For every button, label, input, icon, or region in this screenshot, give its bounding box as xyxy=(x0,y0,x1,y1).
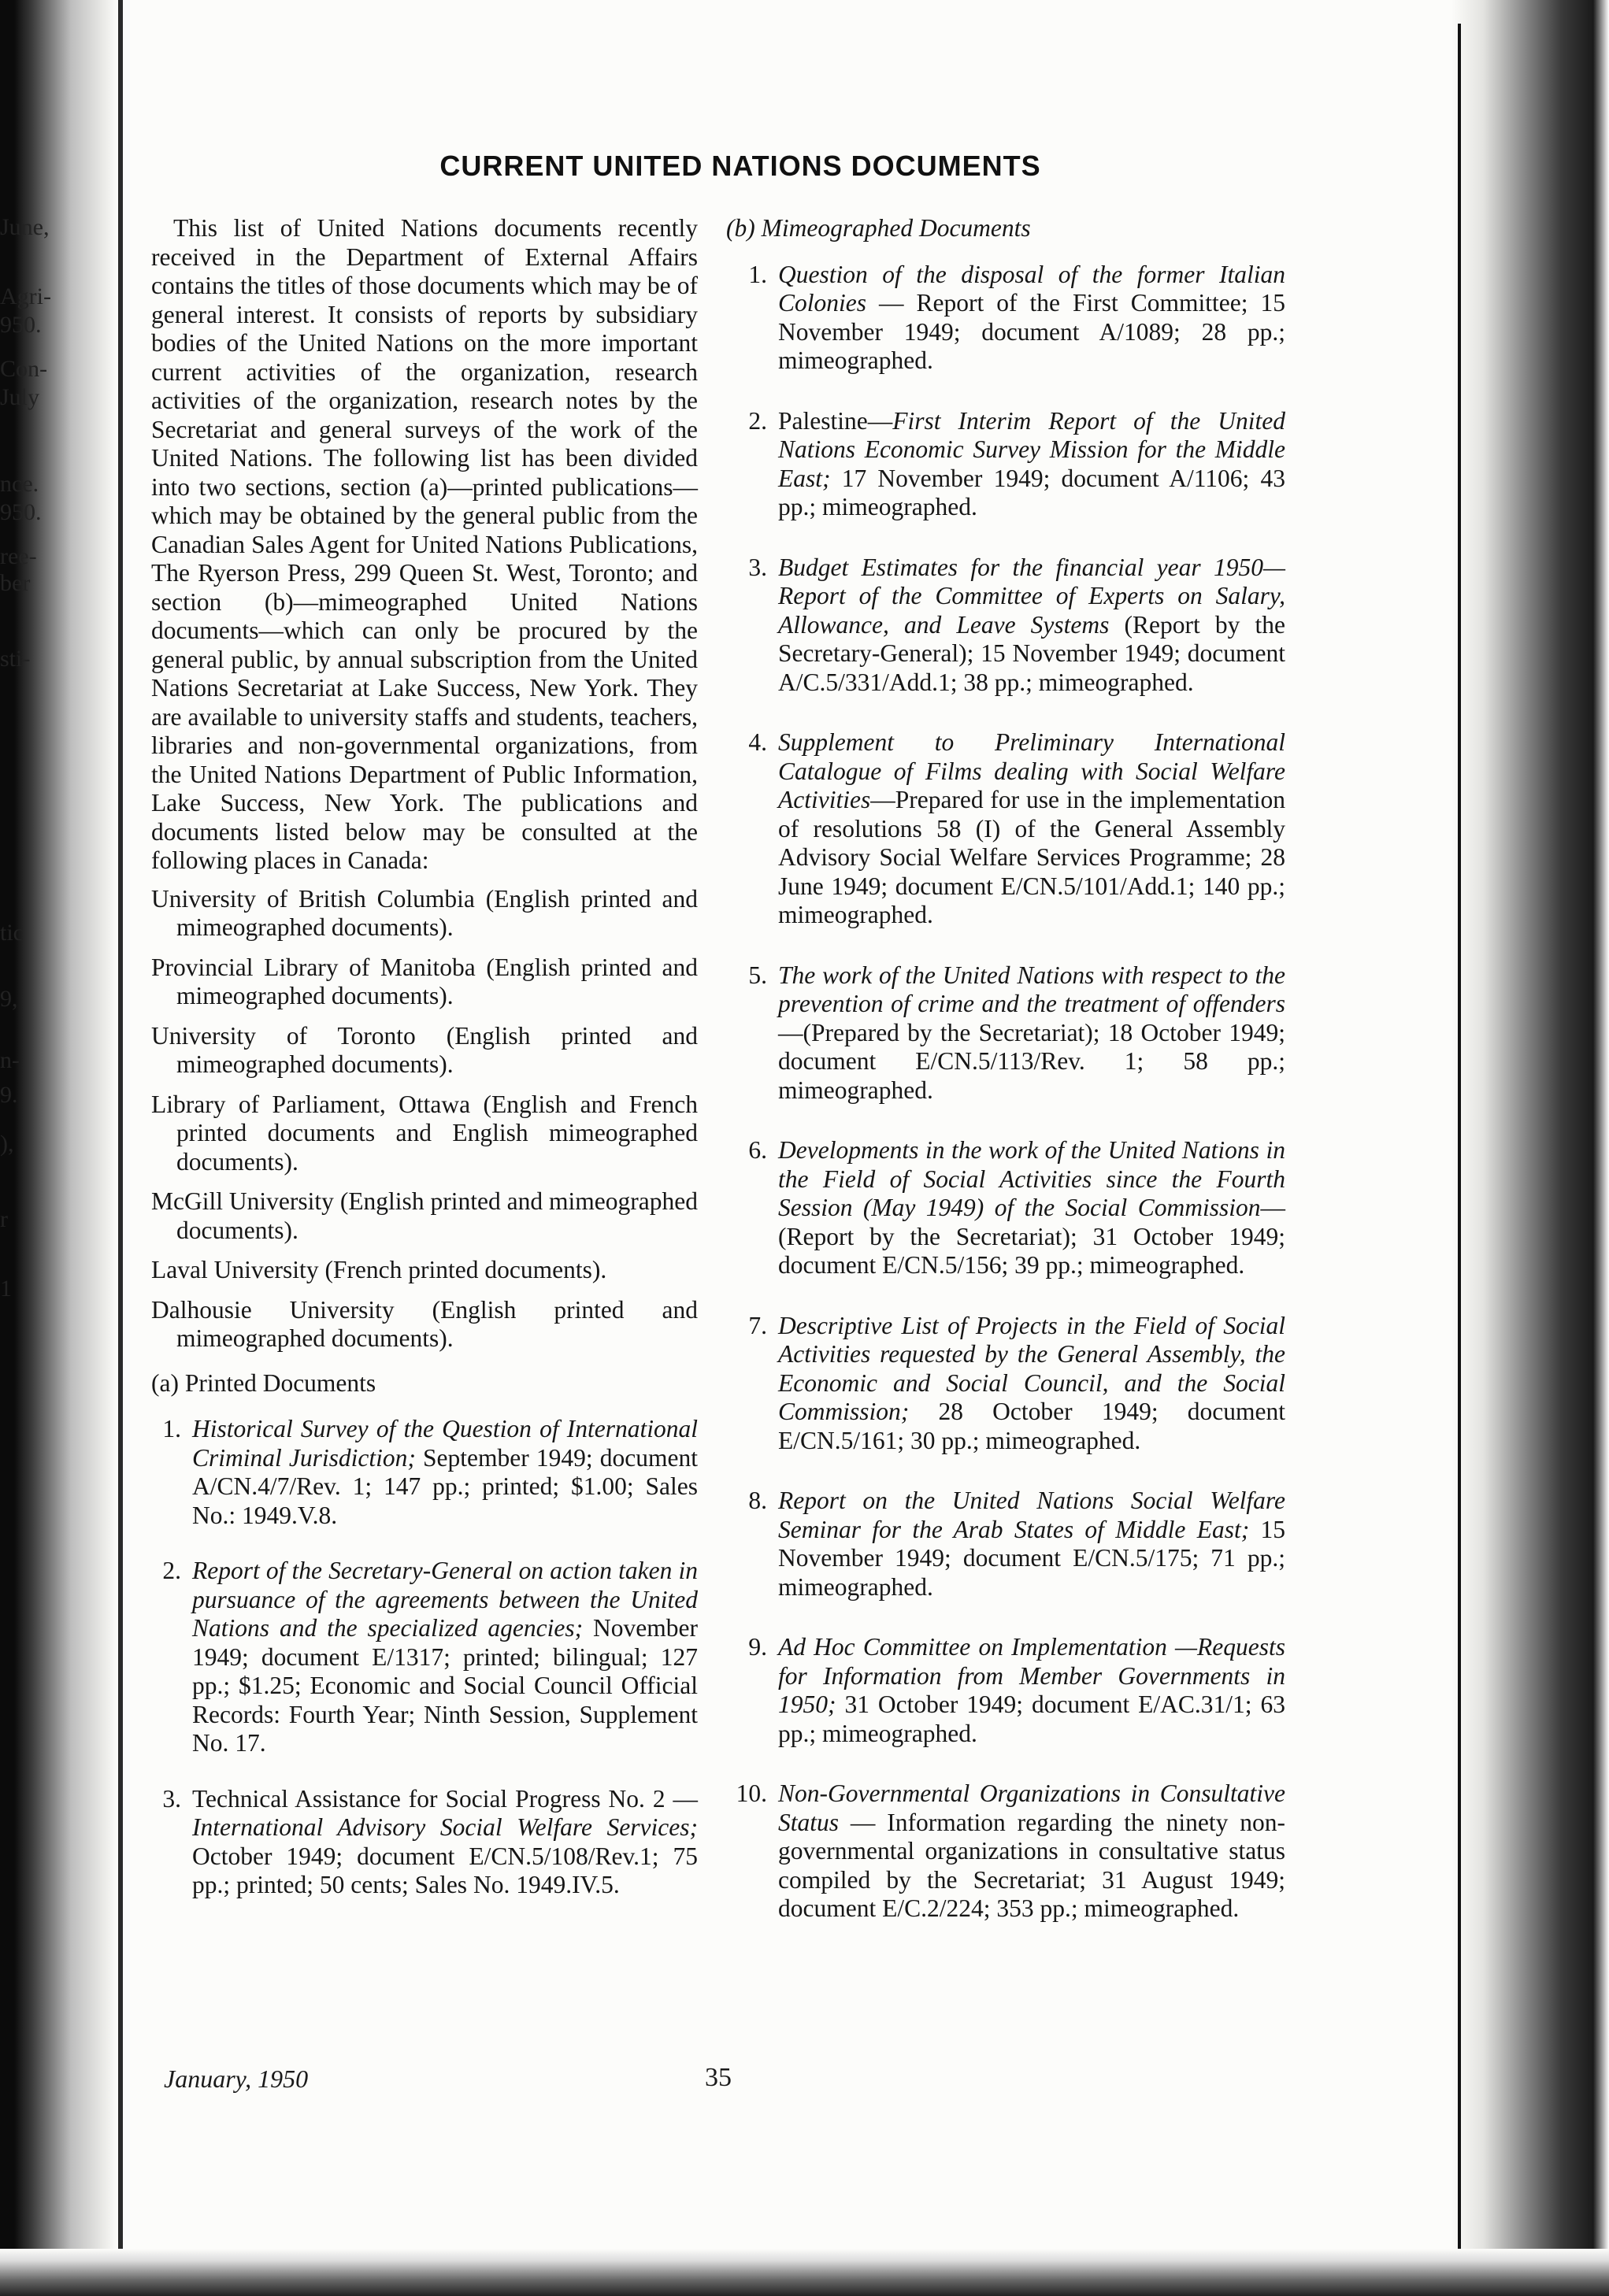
document-details: November 1949; document E/1317; printed; bilingual; 127 pp.; $1.25; Economic and Social Council Official Records: Fourth Year; Ninth Session, Supplement No. 17. xyxy=(192,1614,699,1757)
margin-fragment: Con- xyxy=(0,356,47,382)
item-number: 7. xyxy=(748,1311,767,1339)
margin-fragment: tic xyxy=(0,920,24,946)
document-title: Report on the United Nations Social Welfare Seminar for the Arab States of Middle East; xyxy=(778,1487,1285,1543)
margin-fragment: ber xyxy=(0,570,31,596)
margin-fragment: sti- xyxy=(0,646,31,672)
page-number: 35 xyxy=(705,2063,732,2092)
section-a-heading: (a) Printed Documents xyxy=(151,1368,376,1397)
item-text xyxy=(192,1415,698,1530)
item-number: 1. xyxy=(748,260,767,288)
document-item xyxy=(726,554,1285,698)
item-text xyxy=(192,1785,698,1900)
margin-fragment: 1 xyxy=(0,1276,12,1302)
document-details: —Prepared for use in the implementation of resolutions 58 (I) of the General Assembly Advisory Social Welfare Services Programme; 28 June 1949; document E/CN.5/101/Add.1; 140 pp.; mimeographed. xyxy=(778,786,1285,928)
document-details: 28 October 1949; document E/CN.5/161; 30 pp.; mimeographed. xyxy=(778,1398,1285,1454)
item-text xyxy=(778,1136,1285,1280)
item-number: 2. xyxy=(162,1557,181,1584)
footer-date: January, 1950 xyxy=(164,2065,309,2093)
document-title: Budget Estimates for the financial year 1950—Report of the Committee of Experts on Salary, Allowance, and Leave Systems xyxy=(778,553,1285,639)
item-number: 2. xyxy=(748,406,767,435)
item-text xyxy=(778,1487,1285,1602)
document-prefix: Palestine— xyxy=(778,406,893,435)
document-details: —(Report by the Secretariat); 31 October 1949; document E/CN.5/156; 39 pp.; mimeographed. xyxy=(778,1194,1285,1279)
margin-fragment: June, xyxy=(0,214,50,240)
left-column xyxy=(151,214,698,1927)
item-number: 9. xyxy=(748,1633,767,1661)
document-item xyxy=(726,1487,1285,1602)
document-title: First Interim Report of the United Nations Economic Survey Mission for the Middle East; xyxy=(778,406,1285,492)
item-text xyxy=(778,554,1285,698)
margin-fragment: 950. xyxy=(0,499,42,525)
item-number: 3. xyxy=(162,1784,181,1813)
document-item xyxy=(151,1415,698,1530)
document-details: — Report of the First Committee; 15 November 1949; document A/1089; 28 pp.; mimeographed. xyxy=(778,289,1285,374)
document-item xyxy=(726,407,1285,522)
document-details: October 1949; document E/CN.5/108/Rev.1; 75 pp.; printed; 50 cents; Sales No. 1949.IV.5. xyxy=(192,1842,698,1898)
margin-fragment: n- xyxy=(0,1047,20,1073)
place-item: University of British Columbia (English printed and mimeographed documents). xyxy=(151,884,698,941)
margin-fragment: July xyxy=(0,384,40,410)
document-title: Report of the Secretary-General on action taken in pursuance of the agreements between the United Nations and the specialized agencies; xyxy=(192,1557,698,1642)
document-details: (Report by the Secretary-General); 15 November 1949; document A/C.5/331/Add.1; 38 pp.; mimeographed. xyxy=(778,610,1285,696)
item-number: 3. xyxy=(748,553,767,581)
left-page-shadow xyxy=(118,0,123,2296)
item-text xyxy=(778,728,1285,930)
printed-documents-list xyxy=(151,1415,698,1900)
margin-fragment: Agri- xyxy=(0,283,51,309)
consultation-places-list xyxy=(151,885,698,1354)
document-title: Historical Survey of the Question of International Criminal Jurisdiction; xyxy=(192,1415,698,1472)
document-title: Question of the disposal of the former Italian Colonies xyxy=(778,260,1285,317)
document-item xyxy=(726,1779,1285,1924)
place-item: McGill University (English printed and mimeographed documents). xyxy=(151,1187,698,1244)
section-b-heading: (b) Mimeographed Documents xyxy=(726,214,1031,242)
document-item xyxy=(726,728,1285,930)
document-title: Ad Hoc Committee on Implementation —Requests for Information from Member Governments in 1950; xyxy=(778,1633,1285,1718)
document-item xyxy=(151,1785,698,1900)
document-details: 31 October 1949; document E/AC.31/1; 63 pp.; mimeographed. xyxy=(778,1691,1285,1747)
document-details: 15 November 1949; document E/CN.5/175; 71 pp.; mimeographed. xyxy=(778,1515,1285,1601)
document-item xyxy=(151,1557,698,1758)
right-gutter-line xyxy=(1458,24,1461,2268)
item-text xyxy=(778,961,1285,1105)
item-number: 5. xyxy=(748,961,767,989)
document-title: Non-Governmental Organizations in Consultative Status xyxy=(778,1779,1285,1836)
margin-fragment: 950. xyxy=(0,312,42,338)
document-item xyxy=(726,1633,1285,1748)
item-text xyxy=(778,1312,1285,1456)
document-title: Supplement to Preliminary International Catalogue of Films dealing with Social Welfare Activities xyxy=(778,728,1285,813)
document-item xyxy=(726,261,1285,376)
place-item: Provincial Library of Manitoba (English printed and mimeographed documents). xyxy=(151,953,698,1009)
place-item: University of Toronto (English printed and mimeographed documents). xyxy=(151,1021,698,1078)
margin-fragment: ), xyxy=(0,1131,14,1157)
item-text xyxy=(778,407,1285,522)
margin-fragment: r xyxy=(0,1206,8,1232)
right-column xyxy=(726,214,1285,1955)
item-text xyxy=(778,1779,1285,1924)
item-number: 1. xyxy=(162,1415,181,1442)
item-text xyxy=(778,1633,1285,1748)
previous-page-margin-fragments xyxy=(0,0,118,2205)
document-title: Developments in the work of the United Nations in the Field of Social Activities since the Fourth Session (May 1949) of the Social Commission xyxy=(778,1136,1285,1221)
margin-fragment: 9. xyxy=(0,1082,18,1108)
item-text xyxy=(778,261,1285,376)
margin-fragment: nce. xyxy=(0,471,39,497)
document-title: The work of the United Nations with respect to the prevention of crime and the treatment of offenders xyxy=(778,961,1285,1017)
right-page-edge xyxy=(1451,0,1609,2296)
document-details: —(Prepared by the Secretariat); 18 October 1949; document E/CN.5/113/Rev. 1; 58 pp.; mimeographed. xyxy=(778,1018,1285,1104)
document-item xyxy=(726,1312,1285,1456)
mimeographed-documents-list xyxy=(726,261,1285,1924)
document-prefix: Technical Assistance for Social Progress No. 2 — xyxy=(192,1784,698,1813)
margin-fragment: ree- xyxy=(0,543,37,569)
item-number: 8. xyxy=(748,1487,767,1514)
item-number: 10. xyxy=(736,1779,767,1807)
margin-fragment: 9, xyxy=(0,986,18,1012)
document-item xyxy=(726,1136,1285,1280)
item-number: 6. xyxy=(748,1136,767,1164)
document-details: — Information regarding the ninety non-governmental organizations in consultative status compiled by the Secretariat; 31 August 1949; document E/C.2/224; 353 pp.; mimeographed. xyxy=(778,1808,1285,1922)
place-item: Dalhousie University (English printed and mimeographed documents). xyxy=(151,1295,698,1352)
item-text xyxy=(192,1557,698,1758)
place-item: Laval University (French printed documents). xyxy=(151,1256,607,1283)
document-details: 17 November 1949; document A/1106; 43 pp.; mimeographed. xyxy=(778,464,1285,520)
page-title: CURRENT UNITED NATIONS DOCUMENTS xyxy=(439,150,1041,182)
document-details: September 1949; document A/CN.4/7/Rev. 1; 147 pp.; printed; $1.00; Sales No.: 1949.V.8. xyxy=(192,1443,698,1529)
place-item: Library of Parliament, Ottawa (English and French printed documents and English mimeographed documents). xyxy=(151,1090,698,1176)
document-item xyxy=(726,961,1285,1105)
document-title: International Advisory Social Welfare Services; xyxy=(192,1813,698,1841)
item-number: 4. xyxy=(748,728,767,756)
intro-paragraph: This list of United Nations documents recently received in the Department of External Affairs contains the titles of those documents which may be of general interest. It consists of reports by subsidiary bodies of the United Nations on the more important current activities of the organization, research activities of the organization, research notes by the Secretariat and general surveys of the work of the United Nations. The following list has been divided into two sections, section (a)—printed publications—which may be obtained by the general public from the Canadian Sales Agent for United Nations Publications, The Ryerson Press, 299 Queen St. West, Toronto; and section (b)—mimeographed United Nations documents—which can only be procured by the general public, by annual subscription from the United Nations Secretariat at Lake Success, New York. They are available to university staffs and students, teachers, libraries and non-governmental organizations, from the United Nations Department of Public Information, Lake Success, New York. The publications and documents listed below may be consulted at the following places in Canada: xyxy=(151,214,698,874)
bottom-page-edge xyxy=(0,2249,1609,2296)
document-title: Descriptive List of Projects in the Field of Social Activities requested by the General Assembly, the Economic and Social Council, and the Social Commission; xyxy=(778,1311,1285,1425)
